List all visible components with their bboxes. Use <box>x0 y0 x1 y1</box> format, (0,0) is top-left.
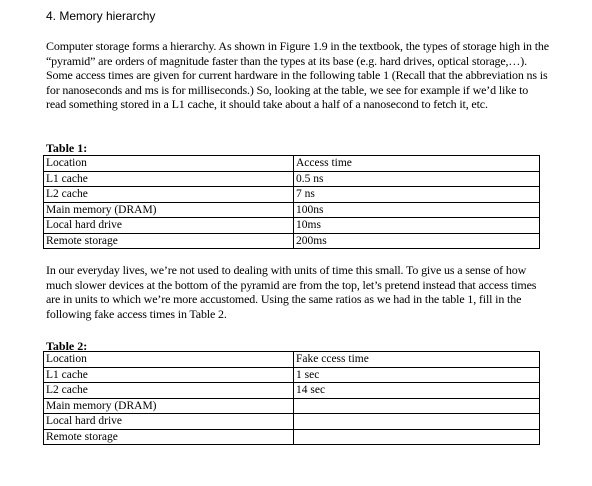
table-header-cell: Access time <box>294 156 540 172</box>
table-cell: Main memory (DRAM) <box>44 398 294 414</box>
table-row <box>44 367 540 383</box>
fill-in-cell[interactable] <box>294 398 540 414</box>
table-row <box>44 429 540 445</box>
table-cell: 0.5 ns <box>294 171 540 187</box>
table-row <box>44 398 540 414</box>
table-cell: Remote storage <box>44 233 294 249</box>
table-cell: 200ms <box>294 233 540 249</box>
instruction-paragraph: In our everyday lives, we’re not used to dealing with units of time this small. To give us a sense of how much slower devices at the bottom of the pyramid are from the top, let’s pretend instead that access times are in units to which we’re more accustomed. Using the same ratios as we had in the table 1, fill in the following fake access times in Table 2. <box>46 263 537 321</box>
access-time-table <box>43 155 540 249</box>
table-cell: 10ms <box>294 218 540 234</box>
table-cell: 7 ns <box>294 187 540 203</box>
table-cell: Main memory (DRAM) <box>44 202 294 218</box>
fill-in-cell[interactable]: 14 sec <box>294 383 540 399</box>
table-row <box>44 414 540 430</box>
table-header-row <box>44 352 540 368</box>
table-cell: L2 cache <box>44 383 294 399</box>
fill-in-cell[interactable] <box>294 414 540 430</box>
fill-in-cell[interactable]: 1 sec <box>294 367 540 383</box>
table-cell: Local hard drive <box>44 218 294 234</box>
table1-label: Table 1: <box>46 141 88 155</box>
table-row <box>44 171 540 187</box>
fake-access-time-table <box>43 351 540 445</box>
intro-paragraph: Computer storage forms a hierarchy. As shown in Figure 1.9 in the textbook, the types of storage high in the “pyramid” are orders of magnitude faster than the types at its base (e.g. hard drives, optical storage,…). Some access times are given for current hardware in the following table 1 (Recall that the abbreviation ns is for nanoseconds and ms is for milliseconds.) So, looking at the table, we see for example if we’d like to read something stored in a L1 cache, it should take about a half of a nanosecond to fetch it, etc. <box>46 39 549 112</box>
table-row <box>44 383 540 399</box>
table-header-row <box>44 156 540 172</box>
table-cell: 100ns <box>294 202 540 218</box>
table-row <box>44 187 540 203</box>
table2-label: Table 2: <box>46 339 88 353</box>
table-row <box>44 218 540 234</box>
table-cell: L1 cache <box>44 367 294 383</box>
section-heading: 4. Memory hierarchy <box>46 9 156 23</box>
table-row <box>44 202 540 218</box>
table-header-cell: Fake ccess time <box>294 352 540 368</box>
table-row <box>44 233 540 249</box>
fill-in-cell[interactable] <box>294 429 540 445</box>
table-cell: L1 cache <box>44 171 294 187</box>
table-cell: Remote storage <box>44 429 294 445</box>
table-cell: L2 cache <box>44 187 294 203</box>
table-cell: Local hard drive <box>44 414 294 430</box>
table-header-cell: Location <box>44 352 294 368</box>
table-header-cell: Location <box>44 156 294 172</box>
